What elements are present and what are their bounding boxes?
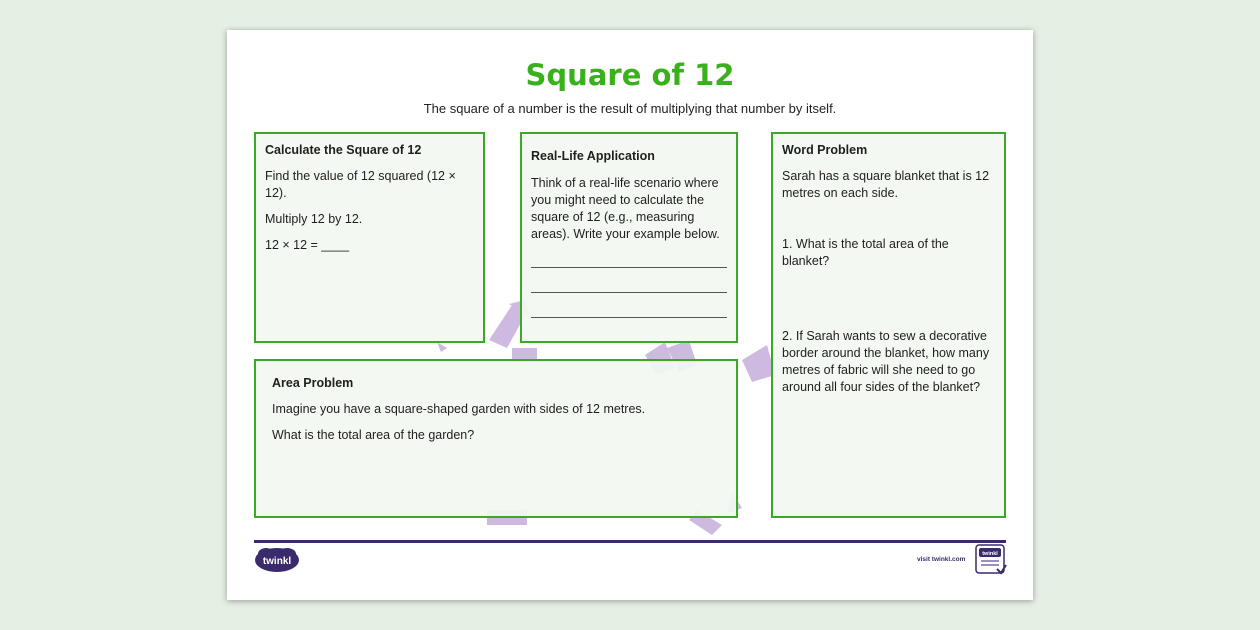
answer-line-3[interactable] [531,317,727,318]
worksheet-page [227,30,1033,600]
real-life-heading: Real-Life Application [531,149,655,163]
footer-divider [254,540,1006,543]
calculate-square-box [254,132,485,343]
word-problem-intro: Sarah has a square blanket that is 12 metres on each side. [782,169,990,200]
area-problem-line-1: Imagine you have a square-shaped garden with sides of 12 metres. [272,402,646,416]
worksheet-title: Square of 12 [525,58,735,92]
calculate-line-1: Find the value of 12 squared (12 × 12). [265,169,456,200]
approved-badge-icon [975,544,1007,576]
real-life-text: Think of a real-life scenario where you might need to calculate the square of 12 (e.g., measuring areas). Write your example below. [531,176,720,241]
worksheet-subtitle: The square of a number is the result of multiplying that number by itself. [423,101,837,116]
logo-text: twinkl [262,556,292,567]
word-problem-heading: Word Problem [782,143,868,157]
calculate-heading: Calculate the Square of 12 [265,143,422,157]
word-problem-box [771,132,1006,518]
answer-line-2[interactable] [531,292,727,293]
calculate-line-2: Multiply 12 by 12. [265,212,363,226]
area-problem-box [254,359,738,518]
real-life-box [520,132,738,343]
answer-line-1[interactable] [531,267,727,268]
area-problem-heading: Area Problem [272,376,354,390]
visit-link[interactable]: visit twinkl.com [917,556,966,563]
area-problem-line-2: What is the total area of the garden? [272,428,475,442]
twinkl-logo [254,546,300,574]
calculate-line-3: 12 × 12 = ____ [265,238,350,252]
badge-text: twinkl [982,551,998,557]
word-problem-q1: 1. What is the total area of the blanket? [782,237,949,268]
word-problem-q2: 2. If Sarah wants to sew a decorative border around the blanket, how many metres of fabric will she need to go around all four sides of the blanket? [782,329,990,394]
